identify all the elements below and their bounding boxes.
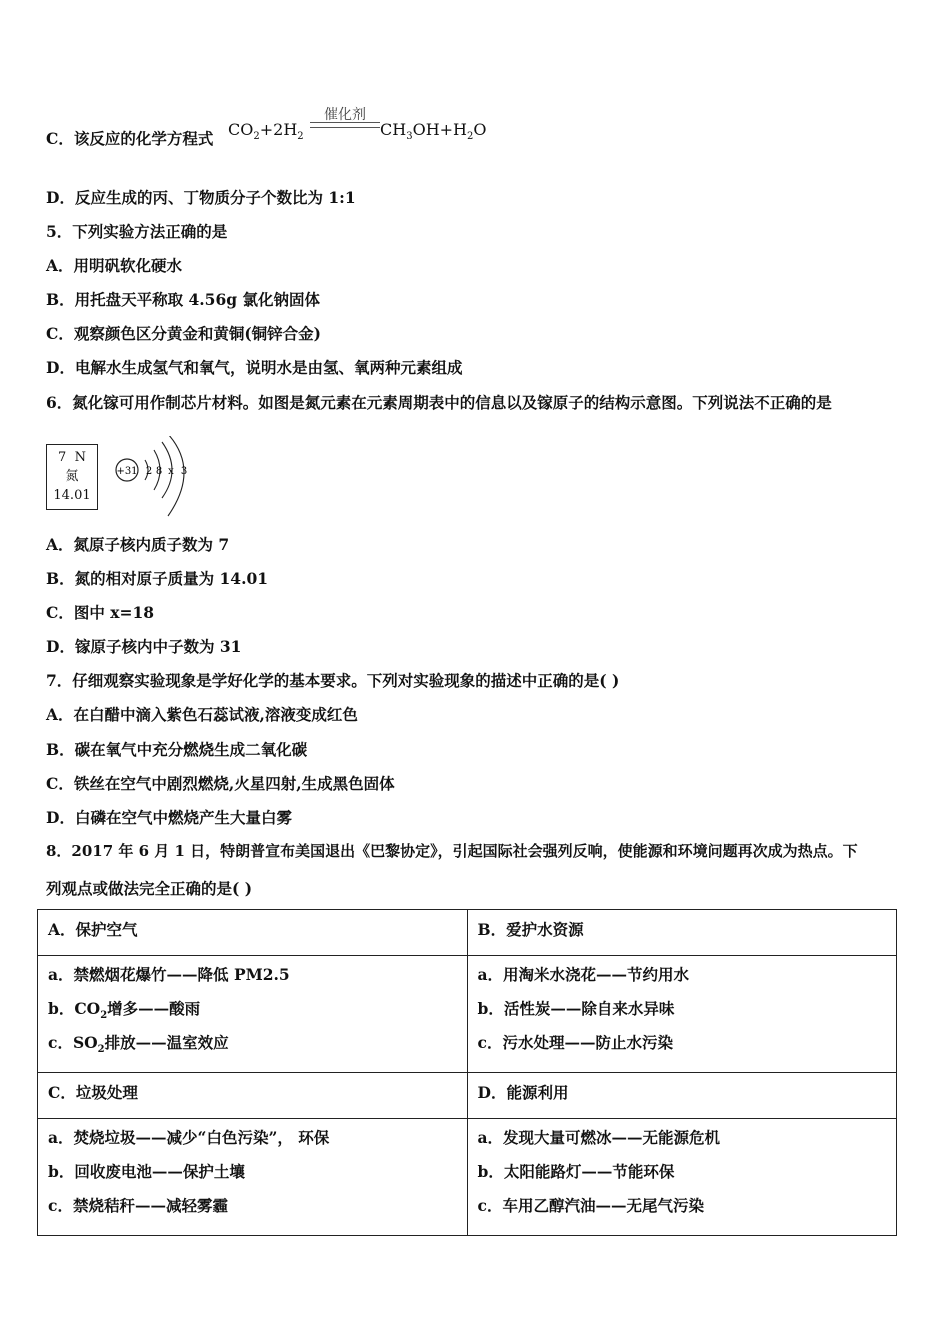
option-d-body xyxy=(467,1119,897,1236)
q5-stem: 5．下列实验方法正确的是 xyxy=(46,222,228,241)
q5-option-b: B．用托盘天平称取 4.56g 氯化钠固体 xyxy=(46,290,320,309)
option-a-item-a: a．禁燃烟花爆竹——降低 PM2.5 xyxy=(48,965,290,984)
q8-stem-line1: 8．2017 年 6 月 1 日，特朗普宣布美国退出《巴黎协定》，引起国际社会强列反响，使能源和环境问题再次成为热点。下 xyxy=(46,842,858,860)
option-c-item-c: c．禁烧秸秆——减轻雾霾 xyxy=(48,1196,228,1215)
option-a-item-b: b．$CO_2$增多——酸雨 xyxy=(48,999,201,1022)
chemical-equation xyxy=(228,100,528,150)
equation-products: $CH_3OH+H_2O$ xyxy=(380,120,487,143)
gallium-atom-diagram xyxy=(112,436,262,522)
nucleus-charge: +31 xyxy=(116,466,138,477)
q4-option-d: D．反应生成的丙、丁物质分子个数比为 1:1 xyxy=(46,188,356,207)
q7-option-c: C．铁丝在空气中剧烈燃烧,火星四射,生成黑色固体 xyxy=(46,774,395,793)
q6-option-c: C．图中 x=18 xyxy=(46,603,155,622)
shell-count-4: 3 xyxy=(180,466,188,477)
q7-stem: 7．仔细观察实验现象是学好化学的基本要求。下列对实验现象的描述中正确的是( ) xyxy=(46,671,620,690)
q6-stem: 6．氮化镓可用作制芯片材料。如图是氮元素在元素周期表中的信息以及镓原子的结构示意图。下列说法不正确的是 xyxy=(46,393,832,412)
table-row xyxy=(38,1073,897,1119)
option-d-item-c: c．车用乙醇汽油——无尾气污染 xyxy=(477,1196,704,1215)
option-b-header: B．爱护水资源 xyxy=(467,910,897,956)
option-b-item-b: b．活性炭——除自来水异味 xyxy=(477,999,675,1018)
q7-option-d: D．白磷在空气中燃烧产生大量白雾 xyxy=(46,808,292,827)
q4-option-c xyxy=(46,127,213,149)
equation-reactants: $CO_2+2H_2$ xyxy=(228,120,304,143)
q7-option-a: A．在白醋中滴入紫色石蕊试液,溶液变成红色 xyxy=(46,705,358,724)
element-cell-nitrogen xyxy=(46,444,98,510)
equation-equals-sign xyxy=(310,122,380,128)
option-d-item-a: a．发现大量可燃冰——无能源危机 xyxy=(477,1128,721,1147)
table-row xyxy=(38,910,897,956)
q8-options-table xyxy=(37,909,897,1236)
shell-count-2: 8 xyxy=(155,466,163,477)
shell-count-1: 2 xyxy=(145,466,153,477)
option-d-header: D．能源利用 xyxy=(467,1073,897,1119)
q5-option-a: A．用明矾软化硬水 xyxy=(46,256,183,275)
q4-option-c-label: C．该反应的化学方程式 xyxy=(46,129,214,148)
option-a-header: A．保护空气 xyxy=(38,910,468,956)
q8-stem-line2: 列观点或做法完全正确的是( ) xyxy=(46,879,253,898)
option-c-header: C．垃圾处理 xyxy=(38,1073,468,1119)
option-c-body xyxy=(38,1119,468,1236)
option-b-body xyxy=(467,956,897,1073)
shell-count-3: x xyxy=(168,466,174,477)
q6-option-b: B．氮的相对原子质量为 14.01 xyxy=(46,569,269,588)
q7-option-b: B．碳在氧气中充分燃烧生成二氧化碳 xyxy=(46,740,308,759)
q6-option-a: A．氮原子核内质子数为 7 xyxy=(46,535,230,554)
q5-option-c: C．观察颜色区分黄金和黄铜(铜锌合金) xyxy=(46,324,322,343)
option-a-item-c: c．$SO_2$排放——温室效应 xyxy=(48,1033,229,1056)
option-c-item-b: b．回收废电池——保护土壤 xyxy=(48,1162,245,1181)
q5-option-d: D．电解水生成氢气和氧气，说明水是由氢、氧两种元素组成 xyxy=(46,358,463,377)
q6-option-d: D．镓原子核内中子数为 31 xyxy=(46,637,242,656)
atomic-mass: 14.01 xyxy=(53,488,91,503)
table-row xyxy=(38,956,897,1073)
element-name: 氮 xyxy=(65,469,79,484)
atomic-number: 7 xyxy=(58,450,67,465)
option-b-item-a: a．用淘米水浇花——节约用水 xyxy=(477,965,690,984)
element-symbol: N xyxy=(74,450,86,465)
table-row xyxy=(38,1119,897,1236)
option-c-item-a: a．焚烧垃圾——减少“白色污染”， 环保 xyxy=(48,1128,330,1147)
option-d-item-b: b．太阳能路灯——节能环保 xyxy=(477,1162,675,1181)
option-a-body xyxy=(38,956,468,1073)
option-b-item-c: c．污水处理——防止水污染 xyxy=(477,1033,673,1052)
equation-catalyst: 催化剂 xyxy=(324,107,366,123)
